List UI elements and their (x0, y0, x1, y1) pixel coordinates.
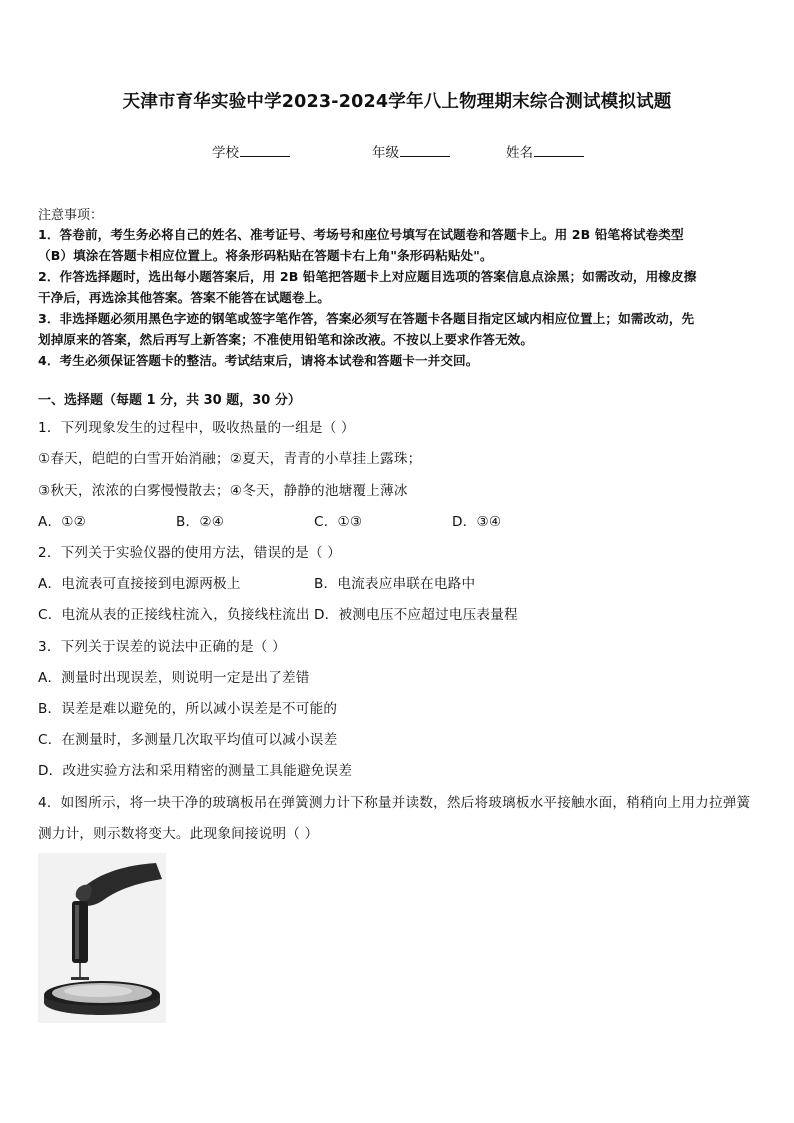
q3-option-b[interactable]: B．误差是难以避免的，所以减小误差是不可能的 (38, 701, 338, 717)
note-line: 划掉原来的答案，然后再写上新答案；不准使用铅笔和涂改液。不按以上要求作答无效。 (38, 332, 534, 347)
name-label: 姓名 (506, 145, 533, 161)
q3-option-a[interactable]: A．测量时出现误差，则说明一定是出了差错 (38, 670, 310, 686)
q1-option-b[interactable]: B．②④ (176, 514, 225, 530)
q1-option-c[interactable]: C．①③ (314, 514, 363, 530)
q3-option-c[interactable]: C．在测量时，多测量几次取平均值可以减小误差 (38, 732, 338, 748)
note-line: 干净后，再选涂其他答案。答案不能答在试题卷上。 (38, 290, 330, 305)
q2-option-b[interactable]: B．电流表应串联在电路中 (314, 576, 476, 592)
section-heading: 一、选择题（每题 1 分，共 30 题，30 分） (38, 393, 301, 408)
notes-heading: 注意事项： (38, 208, 104, 223)
page-title: 天津市育华实验中学2023-2024学年八上物理期末综合测试模拟试题 (122, 92, 672, 112)
q2-option-a[interactable]: A．电流表可直接接到电源两极上 (38, 576, 241, 592)
q4-stem: 4．如图所示，将一块干净的玻璃板吊在弹簧测力计下称量并读数，然后将玻璃板水平接触水面，稍稍向上用力拉弹簧 (38, 795, 751, 811)
q1-option-d[interactable]: D．③④ (452, 514, 502, 530)
school-label: 学校 (212, 145, 239, 161)
school-blank[interactable] (240, 144, 290, 157)
q4-figure-image (38, 853, 166, 1023)
q1-line: ③秋天，浓浓的白雾慢慢散去；④冬天，静静的池塘覆上薄冰 (38, 483, 408, 499)
q3-stem: 3．下列关于误差的说法中正确的是（ ） (38, 639, 286, 655)
note-line: 4．考生必须保证答题卡的整洁。考试结束后，请将本试卷和答题卡一并交回。 (38, 353, 479, 368)
spring-balance-illustration (38, 853, 166, 1023)
q3-option-d[interactable]: D．改进实验方法和采用精密的测量工具能避免误差 (38, 763, 353, 779)
note-line: 1．答卷前，考生务必将自己的姓名、准考证号、考场号和座位号填写在试题卷和答题卡上。用 2B 铅笔将试卷类型 (38, 227, 684, 242)
q1-option-a[interactable]: A．①② (38, 514, 87, 530)
grade-field (372, 141, 450, 161)
q2-stem: 2．下列关于实验仪器的使用方法，错误的是（ ） (38, 545, 342, 561)
school-field (212, 141, 290, 161)
name-field (506, 141, 584, 161)
note-line: （B）填涂在答题卡相应位置上。将条形码粘贴在答题卡右上角"条形码粘贴处"。 (38, 248, 493, 263)
q4-stem: 测力计，则示数将变大。此现象间接说明（ ） (38, 826, 319, 842)
q1-line: ①春天，皑皑的白雪开始消融；②夏天，青青的小草挂上露珠； (38, 451, 422, 467)
q2-option-d[interactable]: D．被测电压不应超过电压表量程 (314, 607, 518, 623)
grade-blank[interactable] (400, 144, 450, 157)
q1-stem: 1．下列现象发生的过程中，吸收热量的一组是（ ） (38, 420, 355, 436)
q2-option-c[interactable]: C．电流从表的正接线柱流入，负接线柱流出 (38, 607, 310, 623)
name-blank[interactable] (534, 144, 584, 157)
grade-label: 年级 (372, 145, 399, 161)
note-line: 3．非选择题必须用黑色字迹的钢笔或签字笔作答，答案必须写在答题卡各题目指定区域内相应位置上；如需改动，先 (38, 311, 695, 326)
note-line: 2．作答选择题时，选出每小题答案后，用 2B 铅笔把答题卡上对应题目选项的答案信息点涂黑；如需改动，用橡皮擦 (38, 269, 697, 284)
